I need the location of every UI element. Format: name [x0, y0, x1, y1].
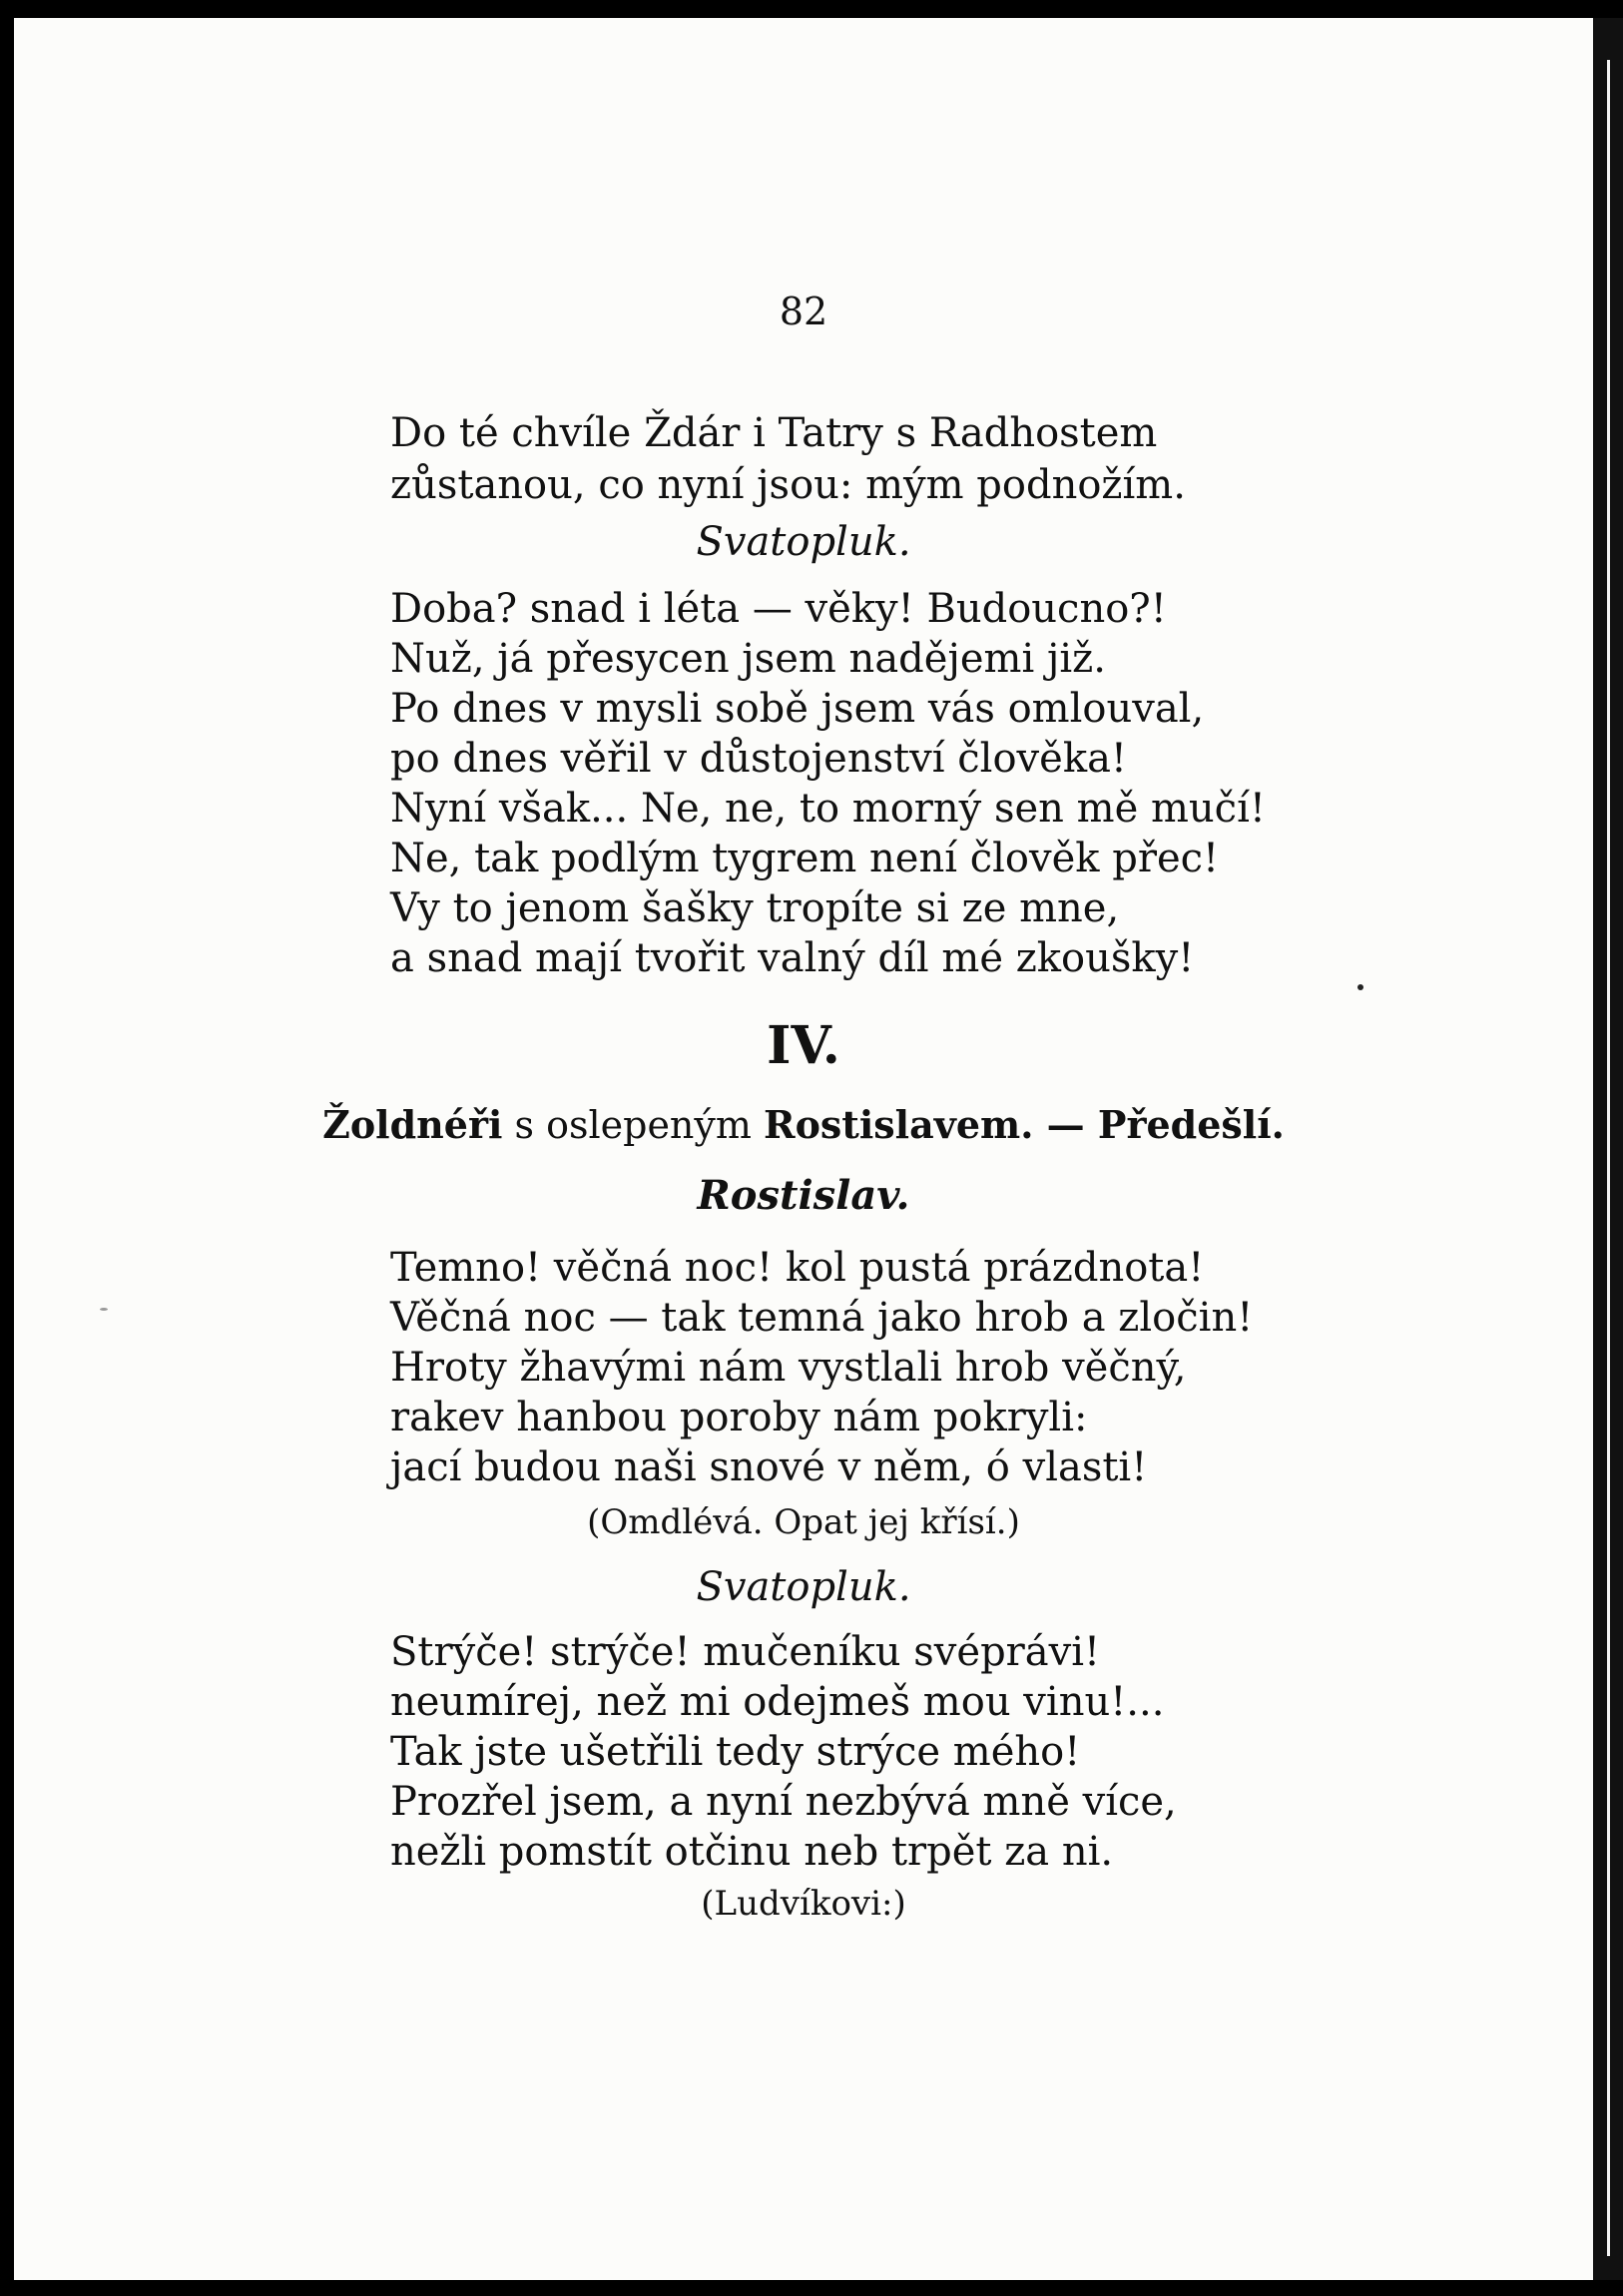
- verse-line: neumírej, než mi odejmeš mou vinu!...: [390, 1679, 1165, 1725]
- verse-line: po dnes věřil v důstojenství člověka!: [390, 736, 1127, 782]
- verse-line: a snad mají tvořit valný díl mé zkoušky!: [390, 935, 1195, 981]
- verse-line: Ne, tak podlým tygrem není člověk přec!: [390, 836, 1220, 881]
- verse-line: Prozřel jsem, a nyní nezbývá mně více,: [390, 1779, 1177, 1825]
- cast-connector: s oslepeným: [502, 1103, 764, 1147]
- verse-line: Nyní však... Ne, ne, to morný sen mě mučí!: [390, 786, 1266, 832]
- verse-line: Po dnes v mysli sobě jsem vás omlouval,: [390, 686, 1205, 732]
- speaker-name: Svatopluk.: [696, 1564, 911, 1610]
- stage-direction: (Omdlévá. Opat jej křísí.): [587, 1502, 1020, 1542]
- verse-line: Nuž, já přesycen jsem nadějemi již.: [390, 636, 1106, 682]
- verse-line: Hroty žhavými nám vystlali hrob věčný,: [390, 1345, 1187, 1391]
- page-number: 82: [779, 289, 828, 333]
- verse-line: nežli pomstít otčinu neb trpět za ni.: [390, 1829, 1114, 1875]
- ink-speck: [1357, 984, 1363, 990]
- page-edge-line: [1607, 60, 1610, 2256]
- verse-line: Doba? snad i léta — věky! Budoucno?!: [390, 586, 1167, 632]
- scene-number: IV.: [767, 1015, 840, 1076]
- verse-line: Věčná noc — tak temná jako hrob a zločin!: [390, 1295, 1254, 1341]
- verse-line: Do té chvíle Ždár i Tatry s Radhostem: [390, 410, 1158, 456]
- scene-cast: [14, 1102, 1593, 1147]
- stage-direction: (Ludvíkovi:): [701, 1884, 906, 1924]
- cast-soldiers: Žoldnéři: [322, 1102, 503, 1147]
- cast-rostislav: Rostislavem. — Předešlí.: [763, 1102, 1285, 1147]
- verse-line: jací budou naši snové v něm, ó vlasti!: [390, 1444, 1148, 1490]
- verse-line: Tak jste ušetřili tedy strýce mého!: [390, 1729, 1081, 1775]
- verse-line: rakev hanbou poroby nám pokryli:: [390, 1395, 1088, 1440]
- book-page: [14, 18, 1593, 2280]
- verse-line: Temno! věčná noc! kol pustá prázdnota!: [390, 1245, 1205, 1291]
- verse-line: zůstanou, co nyní jsou: mým podnožím.: [390, 462, 1186, 508]
- verse-line: Strýče! strýče! mučeníku svéprávi!: [390, 1629, 1101, 1675]
- speaker-name: Svatopluk.: [696, 519, 911, 565]
- speaker-name: Rostislav.: [697, 1172, 910, 1219]
- ink-speck: [100, 1308, 108, 1311]
- verse-line: Vy to jenom šašky tropíte si ze mne,: [390, 885, 1120, 931]
